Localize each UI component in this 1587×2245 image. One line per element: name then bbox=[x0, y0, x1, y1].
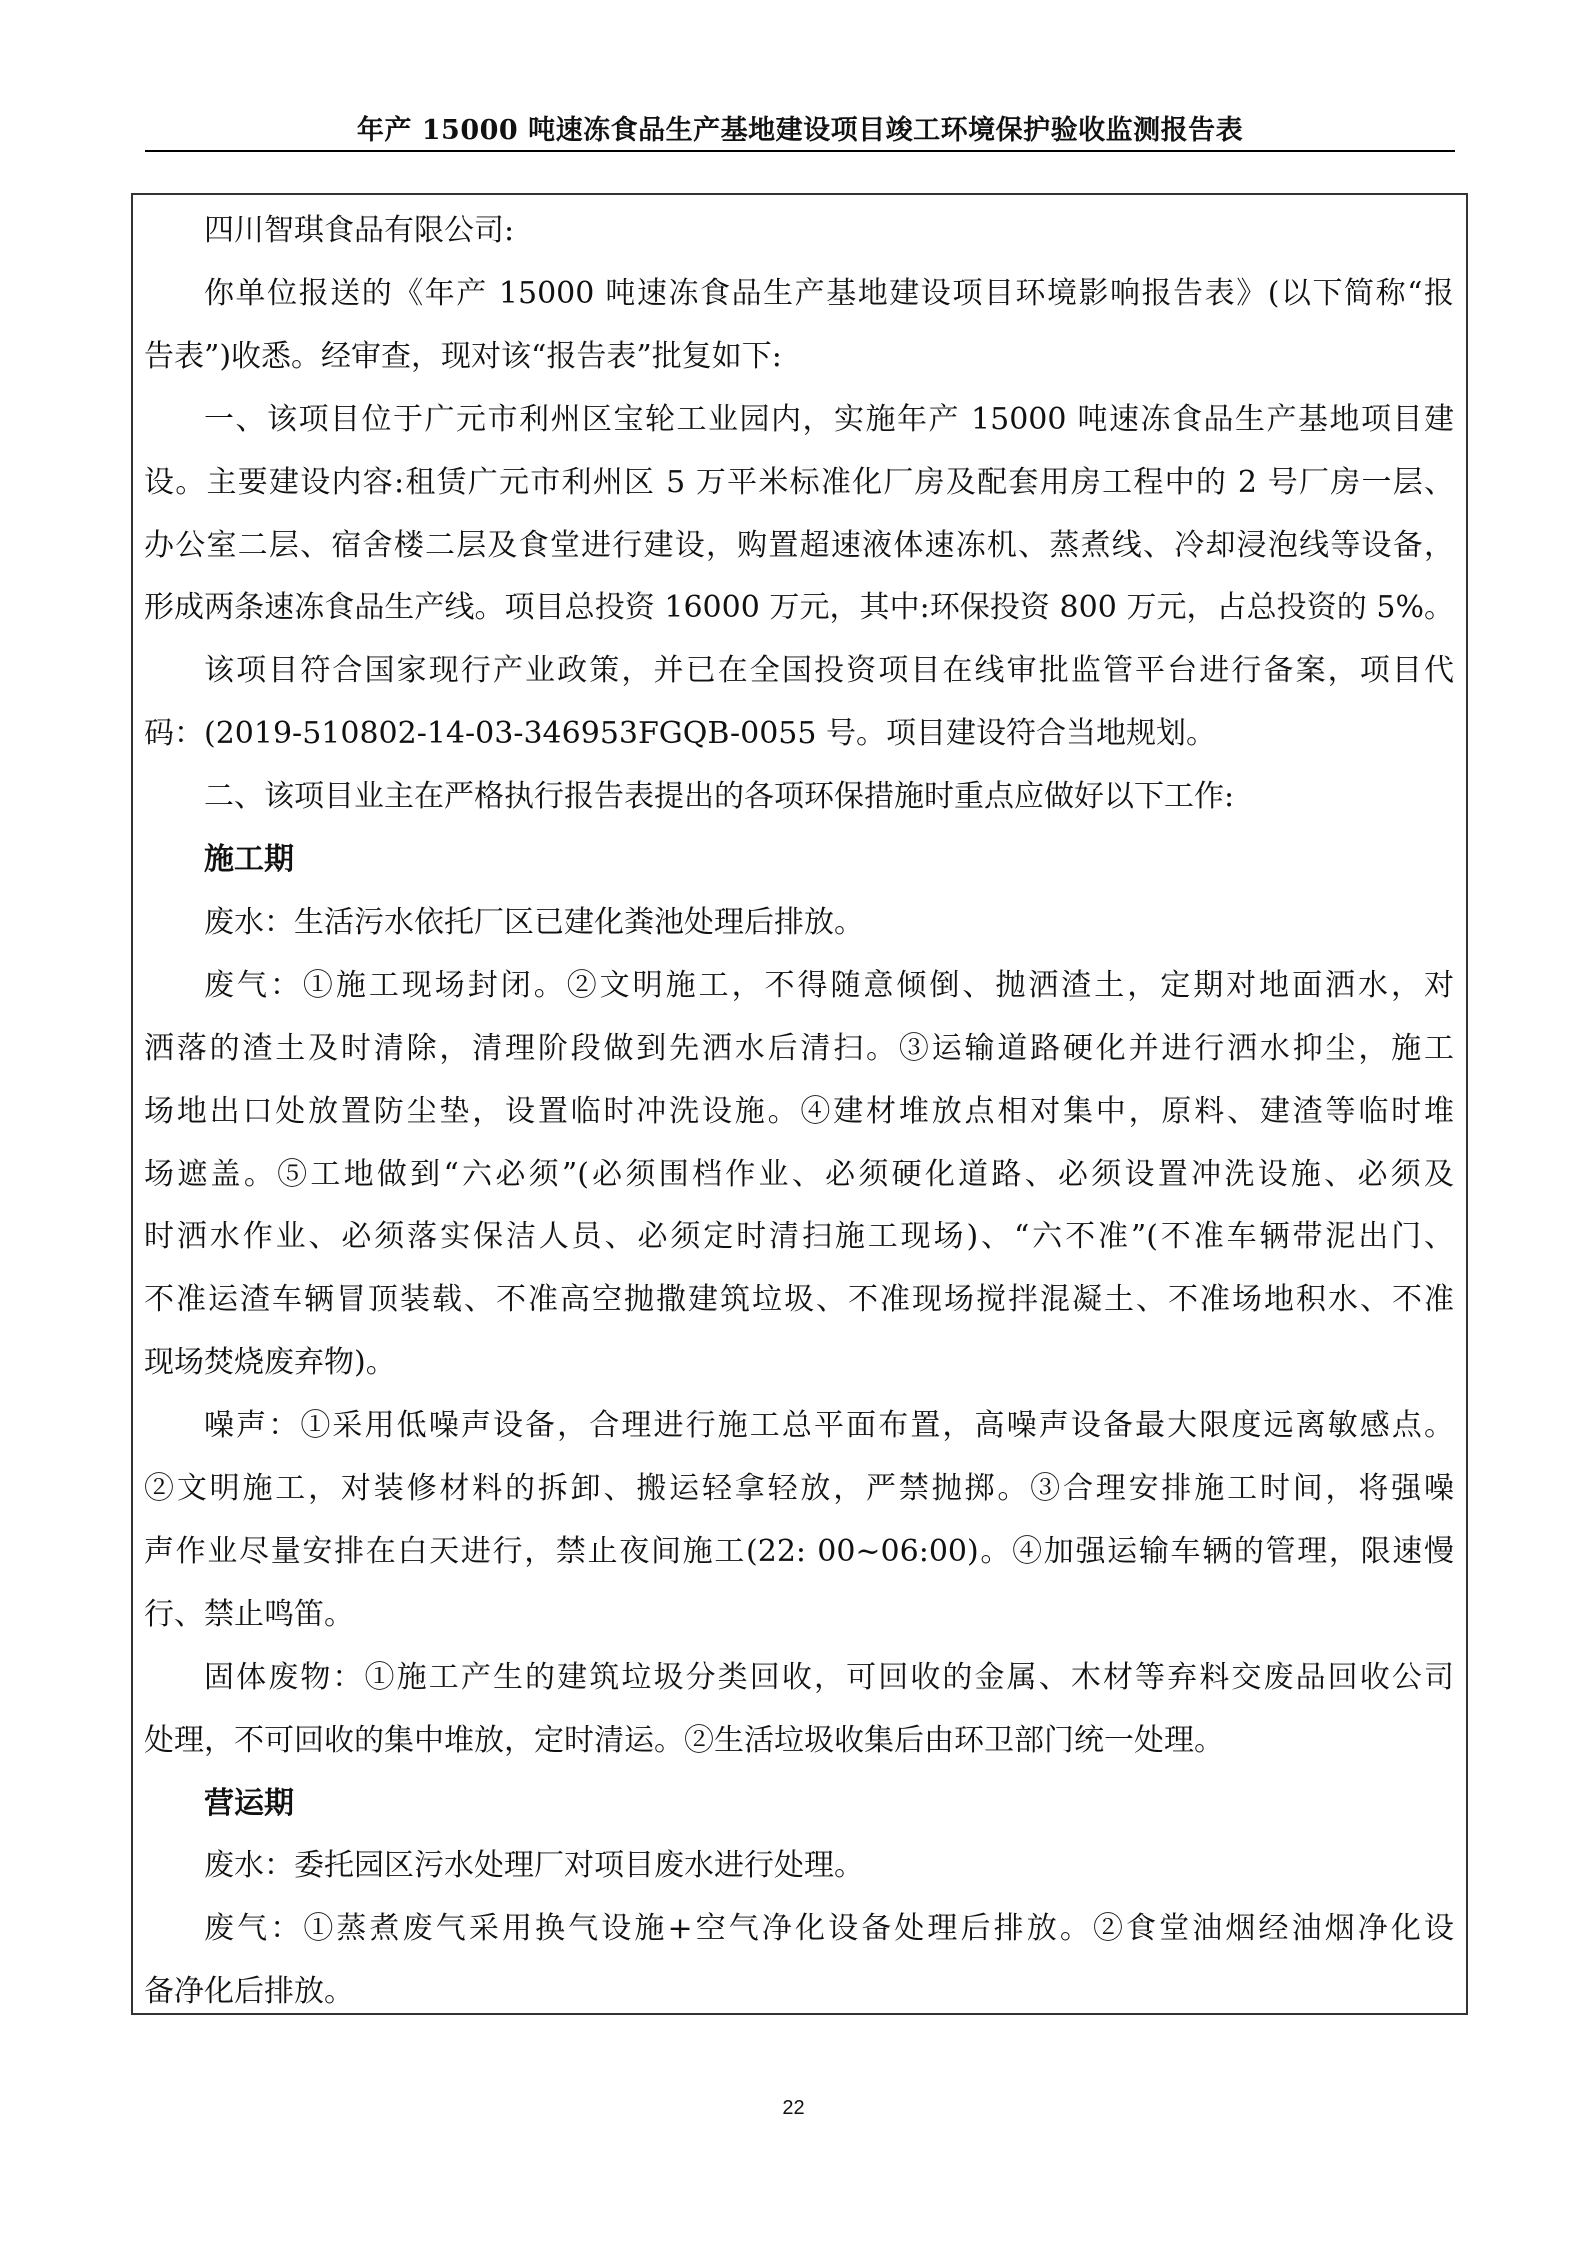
body-text-line: 噪声：①采用低噪声设备，合理进行施工总平面布置，高噪声设备最大限度远离敏感点。 bbox=[204, 1408, 1454, 1444]
body-text-line: 设。主要建设内容:租赁广元市利州区 5 万平米标准化厂房及配套用房工程中的 2 号厂房一层、 bbox=[144, 464, 1454, 500]
body-text-line: 固体废物：①施工产生的建筑垃圾分类回收，可回收的金属、木材等弃料交废品回收公司 bbox=[204, 1659, 1454, 1695]
body-text-line: 场遮盖。⑤工地做到“六必须”(必须围档作业、必须硬化道路、必须设置冲洗设施、必须及 bbox=[144, 1156, 1454, 1192]
body-text-line: 时洒水作业、必须落实保洁人员、必须定时清扫施工现场)、“六不准”(不准车辆带泥出门、 bbox=[144, 1219, 1454, 1255]
body-text-line: 二、该项目业主在严格执行报告表提出的各项环保措施时重点应做好以下工作: bbox=[204, 779, 1235, 815]
section-heading: 施工期 bbox=[204, 842, 294, 877]
body-text-line: 洒落的渣土及时清除，清理阶段做到先洒水后清扫。③运输道路硬化并进行洒水抑尘，施工 bbox=[144, 1030, 1454, 1066]
body-text-line: 一、该项目位于广元市利州区宝轮工业园内，实施年产 15000 吨速冻食品生产基地项目建 bbox=[204, 401, 1454, 437]
body-text-line: ②文明施工，对装修材料的拆卸、搬运轻拿轻放，严禁抛掷。③合理安排施工时间，将强噪 bbox=[144, 1471, 1454, 1506]
body-text-line: 行、禁止鸣笛。 bbox=[144, 1596, 354, 1632]
body-text-line: 该项目符合国家现行产业政策，并已在全国投资项目在线审批监管平台进行备案，项目代 bbox=[204, 653, 1454, 689]
body-text-line: 告表”)收悉。经审查，现对该“报告表”批复如下: bbox=[144, 338, 782, 374]
body-text-line: 四川智琪食品有限公司: bbox=[204, 213, 515, 248]
body-text-line: 你单位报送的《年产 15000 吨速冻食品生产基地建设项目环境影响报告表》(以下简称“报 bbox=[204, 275, 1454, 311]
body-text-line: 废水：委托园区污水处理厂对项目废水进行处理。 bbox=[204, 1848, 864, 1884]
report-header-title: 年产 15000 吨速冻食品生产基地建设项目竣工环境保护验收监测报告表 bbox=[356, 115, 1244, 146]
page-number: 22 bbox=[782, 2097, 805, 2119]
body-text-line: 现场焚烧废弃物)。 bbox=[144, 1345, 396, 1381]
body-text-line: 声作业尽量安排在白天进行，禁止夜间施工(22: 00~06:00)。④加强运输车辆的管理，限速慢 bbox=[144, 1533, 1454, 1569]
body-text-line: 不准运渣车辆冒顶装载、不准高空抛撒建筑垃圾、不准现场搅拌混凝土、不准场地积水、不准 bbox=[144, 1282, 1454, 1318]
body-text-line: 备净化后排放。 bbox=[144, 1974, 354, 2010]
header-divider bbox=[145, 150, 1455, 152]
body-text-line: 码：(2019-510802-14-03-346953FGQB-0055 号。项目建设符合当地规划。 bbox=[144, 716, 1216, 752]
body-text-line: 办公室二层、宿舍楼二层及食堂进行建设，购置超速液体速冻机、蒸煮线、冷却浸泡线等设备， bbox=[144, 527, 1454, 563]
body-text-line: 废水：生活污水依托厂区已建化粪池处理后排放。 bbox=[204, 904, 864, 940]
body-text-line: 场地出口处放置防尘垫，设置临时冲洗设施。④建材堆放点相对集中，原料、建渣等临时堆 bbox=[144, 1093, 1454, 1129]
section-heading: 营运期 bbox=[204, 1785, 294, 1821]
body-text-line: 废气：①蒸煮废气采用换气设施+空气净化设备处理后排放。②食堂油烟经油烟净化设 bbox=[204, 1911, 1454, 1947]
body-text-line: 形成两条速冻食品生产线。项目总投资 16000 万元，其中:环保投资 800 万元，占总投资的 5%。 bbox=[144, 590, 1454, 626]
body-text-line: 处理，不可回收的集中堆放，定时清运。②生活垃圾收集后由环卫部门统一处理。 bbox=[144, 1722, 1224, 1758]
body-text-line: 废气：①施工现场封闭。②文明施工，不得随意倾倒、抛洒渣土，定期对地面洒水，对 bbox=[204, 967, 1454, 1003]
